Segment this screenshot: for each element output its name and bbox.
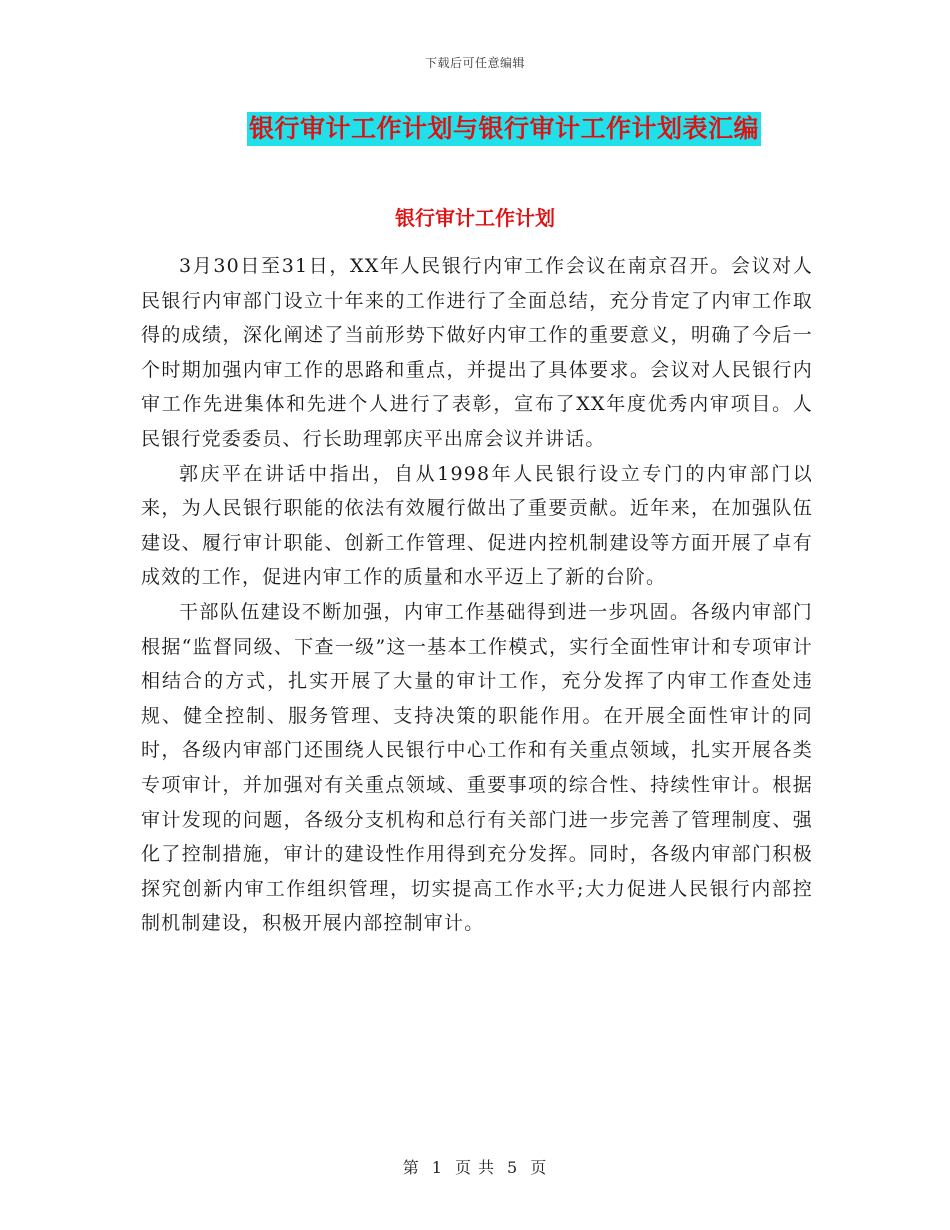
page-footer bbox=[0, 1155, 950, 1178]
section-title: 银行审计工作计划 bbox=[395, 206, 555, 230]
footer-prefix: 第 bbox=[402, 1158, 420, 1177]
footer-total-pages: 5 bbox=[507, 1158, 519, 1177]
paragraph-1: 3月30日至31日，XX年人民银行内审工作会议在南京召开。会议对人民银行内审部门设立十年来的工作进行了全面总结，充分肯定了内审工作取得的成绩，深化阐述了当前形势下做好内审工作的重要意义，明确了今后一个时期加强内审工作的思路和重点，并提出了具体要求。会议对人民银行内审工作先进集体和先进个人进行了表彰，宣布了XX年度优秀内审项目。人民银行党委委员、行长助理郭庆平出席会议并讲话。 bbox=[141, 255, 813, 450]
footer-middle: 页 共 bbox=[454, 1158, 496, 1177]
paragraph-3: 干部队伍建设不断加强，内审工作基础得到进一步巩固。各级内审部门根据“监督同级、下查一级”这一基本工作模式，实行全面性审计和专项审计相结合的方式，扎实开展了大量的审计工作，充分发挥了内审工作查处违规、健全控制、服务管理、支持决策的职能作用。在开展全面性审计的同时，各级内审部门还围绕人民银行中心工作和有关重点领域，扎实开展各类专项审计，并加强对有关重点领域、重要事项的综合性、持续性审计。根据审计发现的问题，各级分支机构和总行有关部门进一步完善了管理制度、强化了控制措施，审计的建设性作用得到充分发挥。同时，各级内审部门积极探究创新内审工作组织管理，切实提高工作水平;大力促进人民银行内部控制机制建设，积极开展内部控制审计。 bbox=[141, 600, 813, 935]
paragraph-2: 郭庆平在讲话中指出，自从1998年人民银行设立专门的内审部门以来，为人民银行职能的依法有效履行做出了重要贡献。近年来，在加强队伍建设、履行审计职能、创新工作管理、促进内控机制建设等方面开展了卓有成效的工作，促进内审工作的质量和水平迈上了新的台阶。 bbox=[141, 462, 813, 589]
footer-suffix: 页 bbox=[530, 1158, 548, 1177]
document-body bbox=[141, 249, 813, 941]
header-note: 下载后可任意编辑 bbox=[424, 56, 525, 70]
document-title: 银行审计工作计划与银行审计工作计划表汇编 bbox=[247, 112, 761, 146]
document-title-container bbox=[0, 112, 950, 146]
footer-current-page: 1 bbox=[431, 1158, 443, 1177]
